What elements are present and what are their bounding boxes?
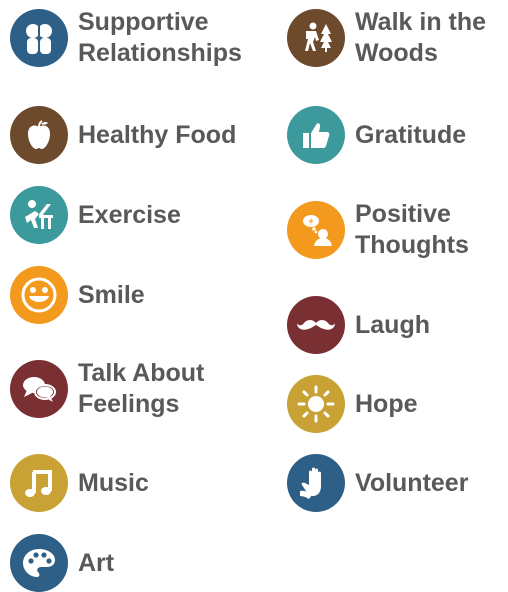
- item-label: Music: [78, 468, 149, 497]
- item-walk-in-the-woods: [287, 7, 486, 69]
- item-label: Exercise: [78, 200, 181, 229]
- item-exercise: [10, 186, 181, 244]
- item-label: Talk About Feelings: [78, 359, 205, 418]
- svg-text:+: +: [308, 216, 314, 226]
- smiley-icon: [10, 266, 68, 324]
- item-art: [10, 534, 114, 592]
- palette-icon: [10, 534, 68, 592]
- hiker-icon: [287, 9, 345, 67]
- sun-icon: [287, 375, 345, 433]
- item-label: Healthy Food: [78, 120, 237, 149]
- item-laugh: [287, 296, 430, 354]
- item-label: Art: [78, 548, 115, 577]
- item-talk-about-feelings: [10, 358, 204, 420]
- item-label: Smile: [78, 280, 145, 309]
- exercise-icon: [10, 186, 68, 244]
- item-label: Hope: [355, 389, 418, 418]
- item-label: Supportive Relationships: [78, 8, 242, 67]
- thumbs-up-icon: [287, 106, 345, 164]
- item-label: Laugh: [355, 310, 430, 339]
- apple-icon: [10, 106, 68, 164]
- helping-hand-icon: [287, 454, 345, 512]
- item-label: Positive Thoughts: [355, 200, 469, 259]
- item-healthy-food: [10, 106, 236, 164]
- item-volunteer: [287, 454, 468, 512]
- two-people-icon: [10, 9, 68, 67]
- item-hope: [287, 375, 418, 433]
- item-music: [10, 454, 149, 512]
- item-label: Volunteer: [355, 468, 469, 497]
- item-label: Walk in the Woods: [355, 8, 487, 67]
- item-supportive-relationships: [10, 7, 242, 69]
- item-positive-thoughts: [287, 199, 469, 261]
- item-label: Gratitude: [355, 120, 467, 149]
- speech-bubbles-icon: [10, 360, 68, 418]
- music-note-icon: [10, 454, 68, 512]
- item-gratitude: [287, 106, 466, 164]
- item-smile: [10, 266, 145, 324]
- mustache-icon: [287, 296, 345, 354]
- thought-bubble-icon: [287, 201, 345, 259]
